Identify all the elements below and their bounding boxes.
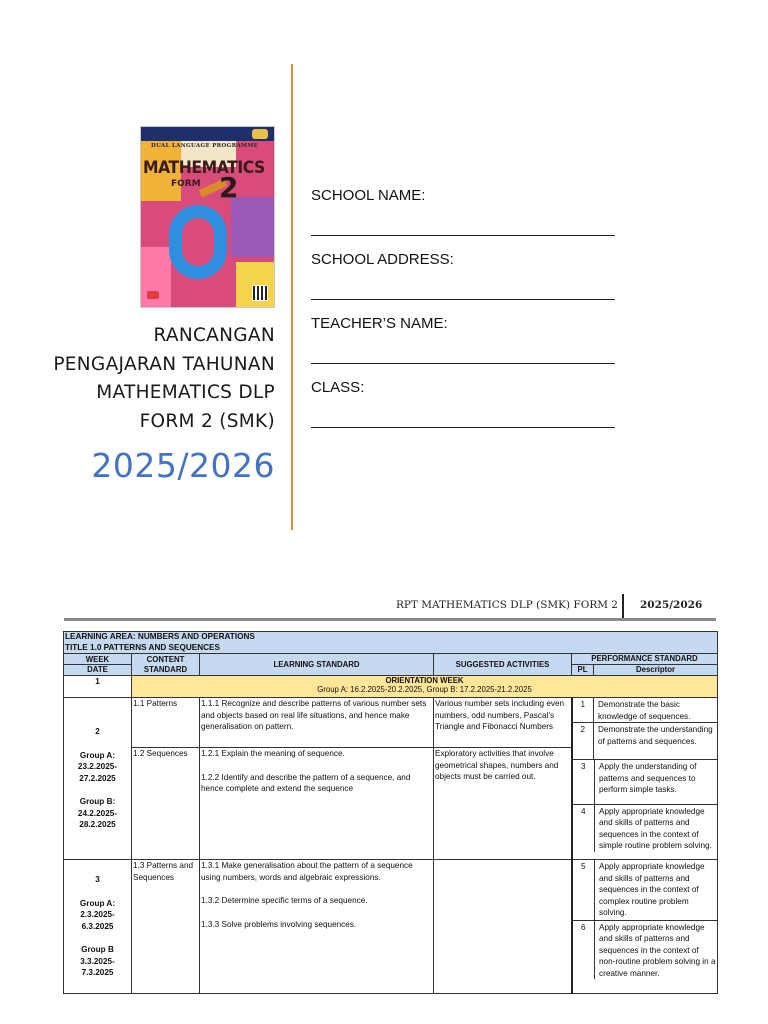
pl-subtable: [573, 760, 718, 852]
group-b-date: 28.2.2025: [79, 820, 116, 830]
cover-digit-graphic: [169, 205, 227, 279]
learning-standard-item: 1.3.2 Determine specific terms of a sequence.: [201, 896, 368, 905]
plan-title-line: PENGAJARAN TAHUNAN: [53, 353, 275, 375]
performance-standard-header: PERFORMANCE STANDARD: [572, 654, 718, 665]
week-3-cell: [64, 860, 132, 994]
table-row: [64, 698, 718, 723]
descriptor-cell: Demonstrate the understanding of patterns and sequences.: [594, 723, 718, 760]
plan-title-line: FORM 2 (SMK): [139, 410, 275, 432]
week-2-cell: [64, 698, 132, 860]
group-b-date: 24.2.2025-: [77, 808, 118, 818]
pl-group-cell: [572, 860, 718, 994]
pl-cell: 2: [572, 723, 594, 760]
plan-title-line: MATHEMATICS DLP: [96, 382, 275, 403]
learning-standard-item: 1.2.2 Identify and describe the pattern of a sequence, and hence complete and extend the sequence: [201, 772, 411, 793]
date-header: DATE: [64, 664, 131, 675]
suggested-activities-header: SUGGESTED ACTIVITIES: [434, 654, 572, 676]
class-line[interactable]: [311, 427, 615, 428]
content-standard-cell: 1.2 Sequences: [132, 748, 200, 860]
cover-form-number: 2: [219, 171, 239, 204]
orientation-dates: Group A: 16.2.2025-20.2.2025, Group B: 17.2.2025-21.2.2025: [317, 685, 532, 694]
header-row: [64, 654, 718, 665]
plan-title: [20, 322, 275, 436]
learning-standard-cell: [200, 860, 434, 994]
school-address-label: SCHOOL ADDRESS:: [311, 251, 454, 268]
descriptor-cell: Demonstrate the basic knowledge of sequences.: [594, 698, 718, 723]
week-header: WEEK: [85, 654, 110, 664]
learning-standard-header: LEARNING STANDARD: [200, 654, 434, 676]
pl-cell: 5: [573, 860, 595, 920]
group-a-label: Group A:: [79, 750, 116, 760]
orientation-row: [64, 676, 718, 698]
class-label: CLASS:: [311, 379, 365, 396]
textbook-cover-image: [140, 126, 275, 308]
week-number: 2: [95, 727, 100, 737]
group-b-label: Group B:: [79, 797, 116, 807]
group-b-label: Group B: [81, 945, 114, 955]
page-header-separator: [622, 594, 624, 618]
cover-color-block: [231, 197, 275, 257]
group-a-date: 23.2.2025-: [77, 762, 118, 772]
orientation-title: ORIENTATION WEEK: [385, 676, 464, 685]
learning-area-cell: [64, 632, 718, 654]
orientation-cell: [132, 676, 718, 698]
cover-title: MATHEMATICS: [143, 158, 265, 178]
orientation-week-cell: 1: [64, 676, 132, 698]
descriptor-cell: Apply appropriate knowledge and skills of patterns and sequences in the context of simple routine problem solving.: [599, 806, 712, 850]
learning-standard-cell: 1.1.1 Recognize and describe patterns of various number sets and objects based on real life situations, and hence make generalisation on pattern.: [200, 698, 434, 748]
descriptor-cell: Apply appropriate knowledge and skills of patterns and sequences in the context of complex routine problem solving.: [595, 860, 718, 920]
pl-cell: 4: [573, 804, 595, 852]
yearly-plan-table: [63, 631, 718, 994]
teacher-name-label: TEACHER’S NAME:: [311, 315, 448, 332]
descriptor-cell: Apply the understanding of patterns and sequences to perform simple tasks.: [595, 760, 718, 804]
cover-divider: [291, 64, 293, 530]
learning-area-row: [64, 632, 718, 654]
table-row: [573, 760, 718, 804]
pl-group-cell: [572, 760, 718, 860]
cover-form-label: FORM: [171, 179, 201, 189]
table-row: [573, 920, 718, 979]
suggested-activities-cell: Various number sets including even numbers, odd numbers, Pascal’s Triangle and Fibonacci Numbers: [434, 698, 572, 748]
learning-standard-cell: [200, 748, 434, 860]
school-name-line[interactable]: [311, 235, 615, 236]
pl-cell: 3: [573, 760, 595, 804]
group-a-date: 6.3.2025: [81, 921, 114, 931]
school-name-label: SCHOOL NAME:: [311, 187, 426, 204]
learning-standard-item: 1.3.1 Make generalisation about the pattern of a sequence using numbers, words and algebraic expressions.: [201, 861, 413, 882]
group-a-date: 2.3.2025-: [80, 910, 115, 920]
learning-standard-item: 1.3.3 Solve problems involving sequences.: [201, 919, 357, 929]
pl-cell: 6: [573, 920, 595, 979]
table-row: [573, 860, 718, 920]
learning-area-text: LEARNING AREA: NUMBERS AND OPERATIONS: [65, 632, 255, 641]
publisher-badge-icon: [147, 291, 159, 299]
learning-standard-item: 1.2.1 Explain the meaning of sequence.: [201, 749, 345, 758]
school-address-line[interactable]: [311, 299, 615, 300]
descriptor-header: Descriptor: [594, 665, 718, 676]
group-a-date: 27.2.2025: [79, 773, 116, 783]
topic-title-text: TITLE 1.0 PATTERNS AND SEQUENCES: [65, 642, 220, 652]
suggested-activities-cell: [434, 860, 572, 994]
page-header-rule: [64, 618, 716, 621]
suggested-activities-cell: Exploratory activities that involve geometrical shapes, numbers and objects must be carried out.: [434, 748, 572, 860]
page-header-title: RPT MATHEMATICS DLP (SMK) FORM 2: [395, 599, 618, 611]
qr-code-icon: [252, 285, 268, 301]
teacher-name-line[interactable]: [311, 363, 615, 364]
plan-year: 2025/2026: [91, 446, 275, 485]
content-standard-cell: 1.3 Patterns and Sequences: [132, 860, 200, 994]
group-b-date: 3.3.2025-: [80, 956, 115, 966]
pl-subtable: [573, 860, 718, 979]
table-row: [573, 804, 718, 852]
descriptor-cell: Apply appropriate knowledge and skills of patterns and sequences in the context of non-routine problem solving in a creative manner.: [599, 922, 716, 978]
cover-series-label: DUAL LANGUAGE PROGRAMME: [151, 143, 259, 149]
content-standard-header: CONTENT STANDARD: [132, 654, 200, 676]
group-b-date: 7.3.2025: [81, 968, 114, 978]
table-row: [64, 860, 718, 994]
content-standard-cell: 1.1 Patterns: [132, 698, 200, 748]
group-a-label: Group A:: [79, 898, 116, 908]
week-date-header: [64, 654, 132, 676]
plan-title-line: RANCANGAN: [153, 325, 275, 346]
page-header-year: 2025/2026: [640, 599, 703, 611]
pl-header: PL: [572, 665, 594, 676]
week-number: 3: [95, 875, 100, 885]
ministry-logo-icon: [252, 129, 268, 139]
pl-cell: 1: [572, 698, 594, 723]
